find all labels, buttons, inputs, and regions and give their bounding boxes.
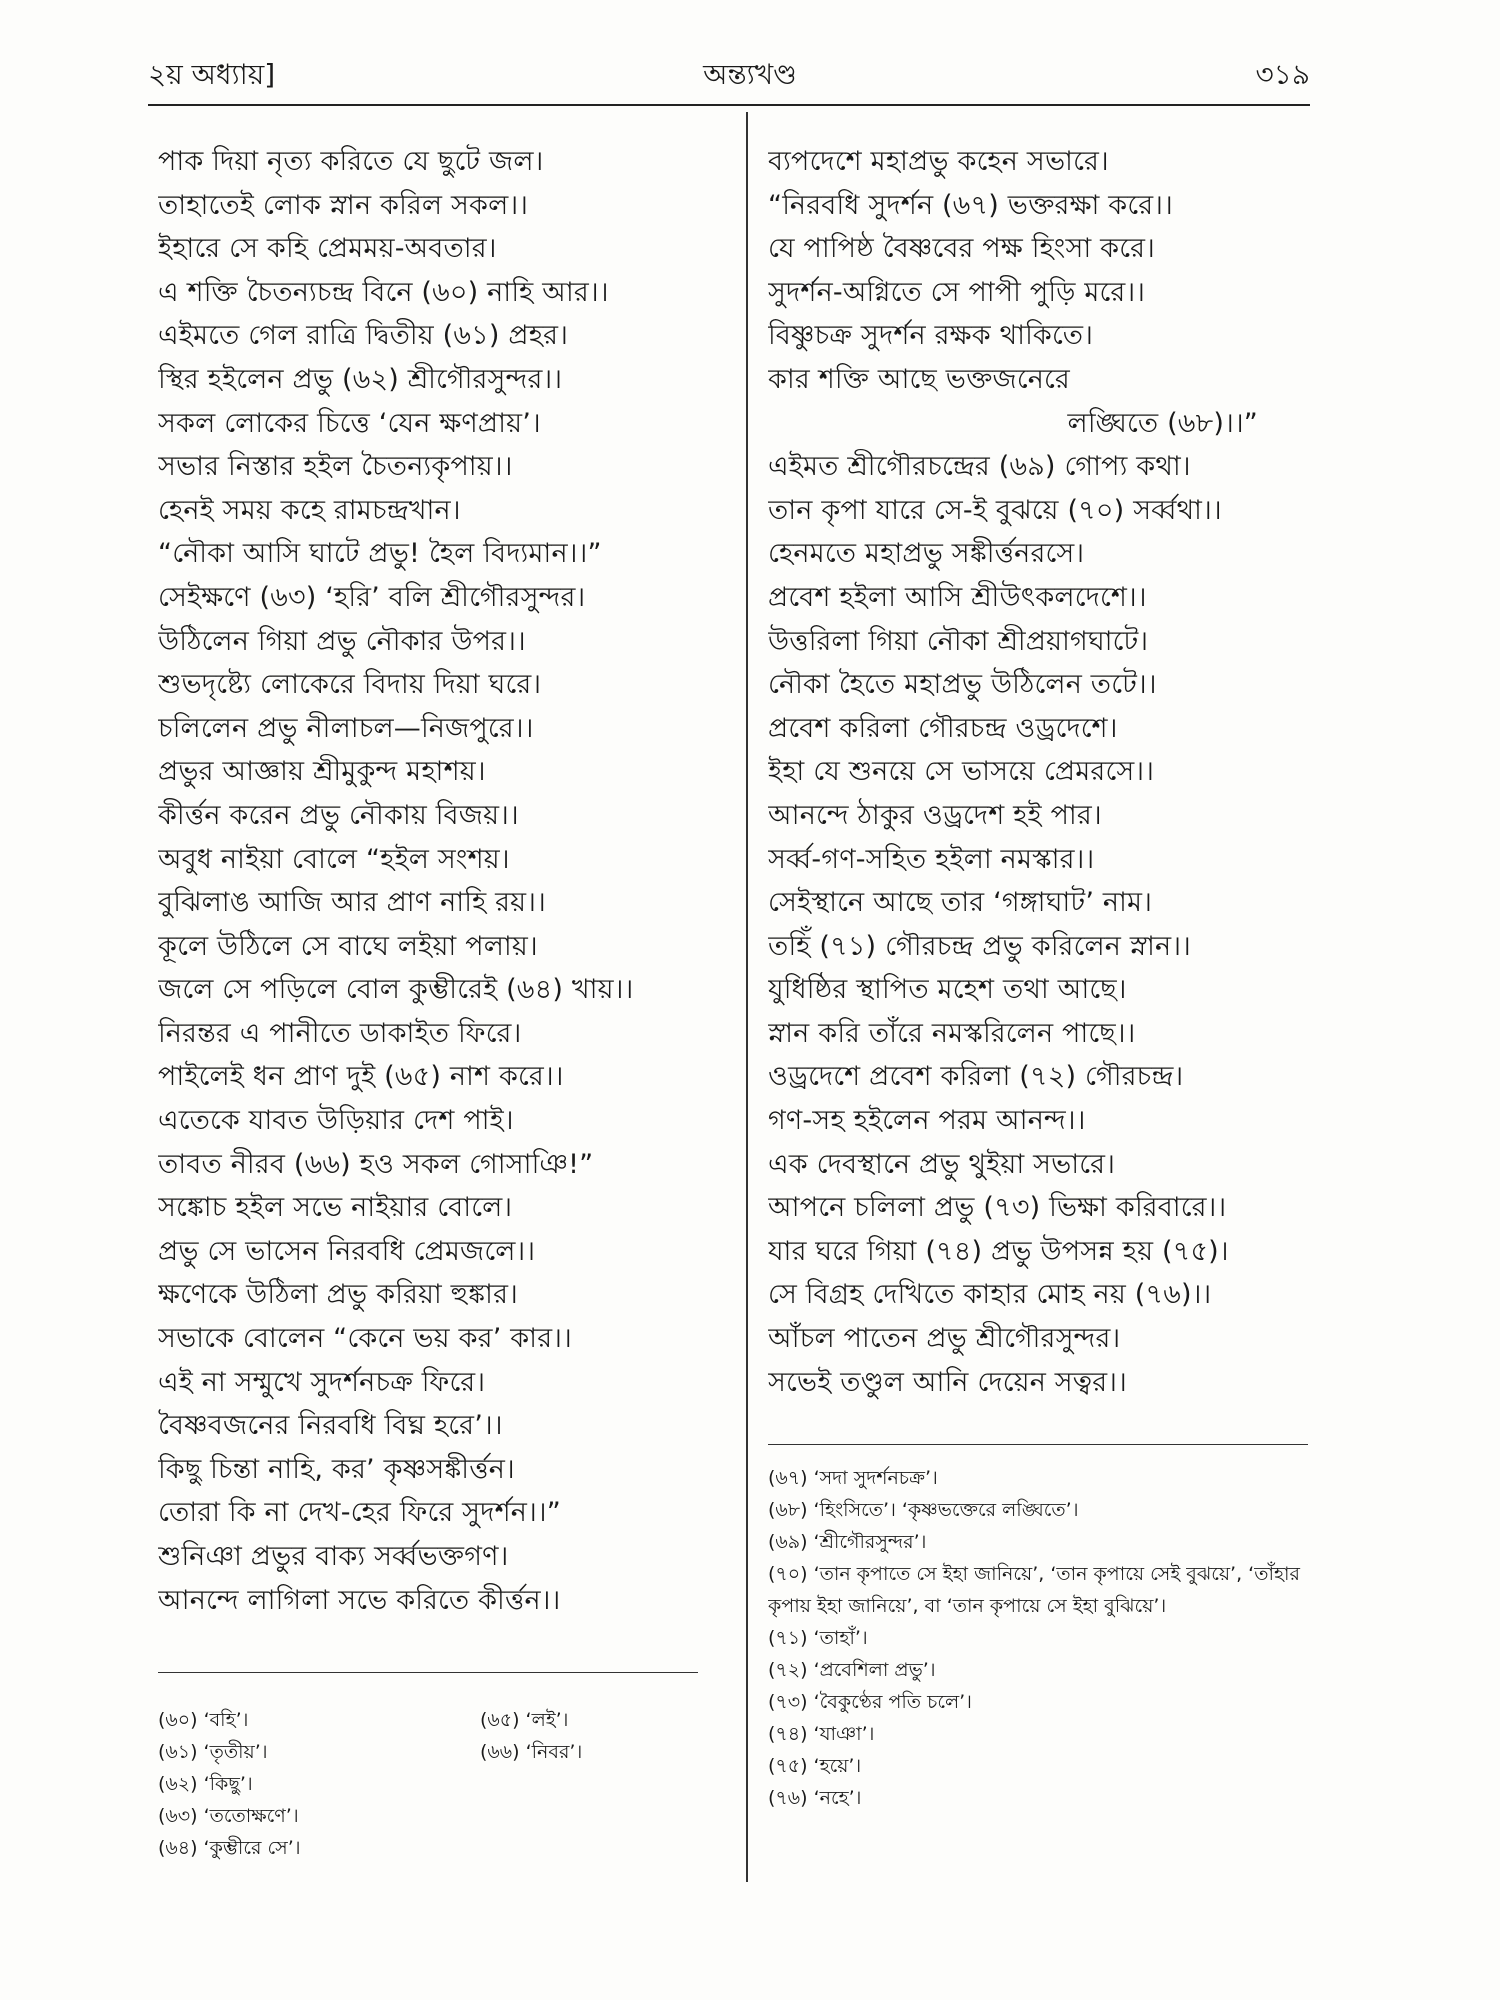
verse-line: সকল লোকের চিত্তে ‘যেন ক্ষণপ্রায়’। [158,407,541,439]
verse-line: সর্ব্ব-গণ-সহিত হইলা নমস্কার।। [768,843,1095,875]
page-number: ৩১৯ [1255,58,1310,91]
verse-line: পাইলেই ধন প্রাণ দুই (৬৫) নাশ করে।। [158,1061,564,1093]
verse-line: আনন্দে লাগিলা সভে করিতে কীর্ত্তন।। [158,1584,561,1616]
footnote: (৬৩) ‘ততোক্ষণে’। [158,1805,299,1827]
verse-line: প্রভু সে ভাসেন নিরবধি প্রেমজলে।। [158,1235,536,1267]
verse-line: এইমতে গেল রাত্রি দ্বিতীয় (৬১) প্রহর। [158,320,569,352]
footnote: (৭০) ‘তান কৃপাতে সে ইহা জানিয়ে’, ‘তান কৃপায়ে সেই বুঝয়ে’, ‘তাঁহার কৃপায় ইহা জানিয়ে’, বা ‘তান কৃপায়ে সে ইহা বুঝিয়ে’। [768,1563,1300,1617]
footnote: (৬৭) ‘সদা সুদর্শনচক্র’। [768,1467,938,1489]
column-divider [746,112,748,1882]
verse-line: তাহাতেই লোক স্নান করিল সকল।। [158,189,529,221]
header-rule [148,104,1310,106]
verse-line: প্রবেশ করিলা গৌরচন্দ্র ওড্রদেশে। [768,712,1118,744]
verse-line: হেনমতে মহাপ্রভু সঙ্কীর্ত্তনরসে। [768,538,1085,570]
verse-line: “নিরবধি সুদর্শন (৬৭) ভক্তরক্ষা করে।। [768,189,1173,221]
verse-line: গণ-সহ হইলেন পরম আনন্দ।। [768,1105,1086,1137]
verse-line: সে বিগ্রহ দেখিতে কাহার মোহ নয় (৭৬)।। [768,1279,1212,1311]
verse-line: কীর্ত্তন করেন প্রভু নৌকায় বিজয়।। [158,799,519,831]
chapter-heading: ২য় অধ্যায়] [148,58,276,91]
verse-line: চলিলেন প্রভু নীলাচল—নিজপুরে।। [158,712,534,744]
verse-line: কূলে উঠিলে সে বাঘে লইয়া পলায়। [158,930,538,962]
footnotes-left-b [480,1704,680,1768]
verse-line: বুঝিলাঙ আজি আর প্রাণ নাহি রয়।। [158,887,547,919]
verse-line: পাক দিয়া নৃত্য করিতে যে ছুটে জল। [158,146,544,177]
verse-line: শুনিঞা প্রভুর বাক্য সর্ব্বভক্তগণ। [158,1541,509,1572]
footnote: (৭৫) ‘হয়ে’। [768,1755,862,1777]
verse-line: প্রবেশ হইলা আসি শ্রীউৎকলদেশে।। [768,581,1147,613]
verse-line: যুধিষ্ঠির স্থাপিত মহেশ তথা আছে। [768,974,1127,1006]
footnote: (৬৪) ‘কুম্ভীরে সে’। [158,1837,301,1859]
footnotes-right [768,1462,1328,1814]
verse-line: ব্যপদেশে মহাপ্রভু কহেন সভারে। [768,146,1109,177]
footnote: (৬০) ‘বহি’। [158,1709,249,1731]
verse-line: এই না সম্মুখে সুদর্শনচক্র ফিরে। [158,1366,486,1398]
verse-line: জলে সে পড়িলে বোল কুম্ভীরেই (৬৪) খায়।। [158,974,634,1006]
section-title: অন্ত্যখণ্ড [703,58,797,91]
verse-line: আঁচল পাতেন প্রভু শ্রীগৌরসুন্দর। [768,1323,1121,1355]
verse-line: নিরন্তর এ পানীতে ডাকাইত ফিরে। [158,1017,522,1049]
verse-line: স্থির হইলেন প্রভু (৬২) শ্রীগৌরসুন্দর।। [158,363,563,395]
verse-line: সঙ্কোচ হইল সভে নাইয়ার বোলে। [158,1192,513,1224]
verse-line: সভাকে বোলেন “কেনে ভয় কর’ কার।। [158,1323,572,1355]
verse-line: ওড্রদেশে প্রবেশ করিলা (৭২) গৌরচন্দ্র। [768,1061,1184,1093]
verse-line: শুভদৃষ্ট্যে লোকেরে বিদায় দিয়া ঘরে। [158,669,542,701]
verse-line: উত্তরিলা গিয়া নৌকা শ্রীপ্রয়াগঘাটে। [768,625,1149,657]
verse-line: আনন্দে ঠাকুর ওড্রদেশ হই পার। [768,799,1102,831]
verse-line: যে পাপিষ্ঠ বৈষ্ণবের পক্ষ হিংসা করে। [768,233,1155,265]
verse-line: লঙ্ঘিতে (৬৮)।।” [1067,407,1258,439]
verse-line: সেইক্ষণে (৬৩) ‘হরি’ বলি শ্রীগৌরসুন্দর। [158,581,586,613]
verse-line: তান কৃপা যারে সে-ই বুঝয়ে (৭০) সর্ব্বথা।। [768,494,1222,526]
footnote: (৬৮) ‘হিংসিতে’। ‘কৃষ্ণভক্তেরে লঙ্ঘিতে’। [768,1499,1079,1521]
verse-line: কার শক্তি আছে ভক্তজনেরে [768,363,1070,395]
verse-line: প্রভুর আজ্ঞায় শ্রীমুকুন্দ মহাশয়। [158,756,486,788]
verse-line: এইমত শ্রীগৌরচন্দ্রের (৬৯) গোপ্য কথা। [768,451,1191,483]
verse-line: তাবত নীরব (৬৬) হও সকল গোসাঞি!” [158,1148,594,1180]
verse-line: এতেকে যাবত উড়িয়ার দেশ পাই। [158,1105,514,1137]
footnote: (৬৬) ‘নিবর’। [480,1741,583,1763]
verse-column-left [158,140,728,1622]
verse-line: সেইস্থানে আছে তার ‘গঙ্গাঘাট’ নাম। [768,887,1153,919]
verse-line: সভেই তণ্ডুল আনি দেয়েন সত্বর।। [768,1366,1127,1398]
verse-line: এক দেবস্থানে প্রভু থুইয়া সভারে। [768,1148,1116,1180]
footnote: (৬৯) ‘শ্রীগৌরসুন্দর’। [768,1531,927,1553]
verse-line: অবুধ নাইয়া বোলে “হইল সংশয়। [158,843,510,875]
verse-line: আপনে চলিলা প্রভু (৭৩) ভিক্ষা করিবারে।। [768,1192,1227,1224]
verse-line: তোরা কি না দেখ-হের ফিরে সুদর্শন।।” [158,1497,561,1529]
verse-line: এ শক্তি চৈতন্যচন্দ্র বিনে (৬০) নাহি আর।। [158,276,609,308]
verse-line: তহিঁ (৭১) গৌরচন্দ্র প্রভু করিলেন স্নান।। [768,930,1192,962]
verse-line: উঠিলেন গিয়া প্রভু নৌকার উপর।। [158,625,526,657]
verse-line: কিছু চিন্তা নাহি, কর’ কৃষ্ণসঙ্কীর্ত্তন। [158,1453,515,1485]
verse-line: ক্ষণেকে উঠিলা প্রভু করিয়া হুঙ্কার। [158,1279,518,1311]
verse-line: ইহারে সে কহি প্রেমময়-অবতার। [158,233,497,265]
footnotes-left-a [158,1704,458,1864]
footnote: (৭৬) ‘নহে’। [768,1787,862,1809]
verse-line: বিষ্ণুচক্র সুদর্শন রক্ষক থাকিতে। [768,320,1094,352]
verse-line: সভার নিস্তার হইল চৈতন্যকৃপায়।। [158,451,513,483]
verse-line: “নৌকা আসি ঘাটে প্রভু! হৈল বিদ্যমান।।” [158,538,602,570]
footnote: (৭১) ‘তাহাঁ’। [768,1627,868,1649]
footnote: (৭২) ‘প্রবেশিলা প্রভু’। [768,1659,936,1681]
verse-line: বৈষ্ণবজনের নিরবধি বিঘ্ন হরে’।। [158,1410,503,1442]
footnote: (৬৫) ‘লই’। [480,1709,569,1731]
footnote: (৬২) ‘কিছু’। [158,1773,253,1795]
footnote: (৬১) ‘তৃতীয়’। [158,1741,268,1763]
footnote: (৭৪) ‘যাঞা’। [768,1723,875,1745]
footnote-rule-left [158,1672,698,1673]
footnote: (৭৩) ‘বৈকুণ্ঠের পতি চলে’। [768,1691,972,1713]
verse-line: হেনই সময় কহে রামচন্দ্রখান। [158,494,461,526]
verse-line: নৌকা হৈতে মহাপ্রভু উঠিলেন তটে।। [768,669,1157,701]
verse-line: স্নান করি তাঁরে নমস্করিলেন পাছে।। [768,1017,1136,1049]
verse-line: সুদর্শন-অগ্নিতে সে পাপী পুড়ি মরে।। [768,276,1146,308]
verse-line: যার ঘরে গিয়া (৭৪) প্রভু উপসন্ন হয় (৭৫)। [768,1235,1229,1267]
footnote-rule-right [768,1444,1308,1445]
verse-column-right [768,140,1328,1404]
verse-line: ইহা যে শুনয়ে সে ভাসয়ে প্রেমরসে।। [768,756,1155,788]
